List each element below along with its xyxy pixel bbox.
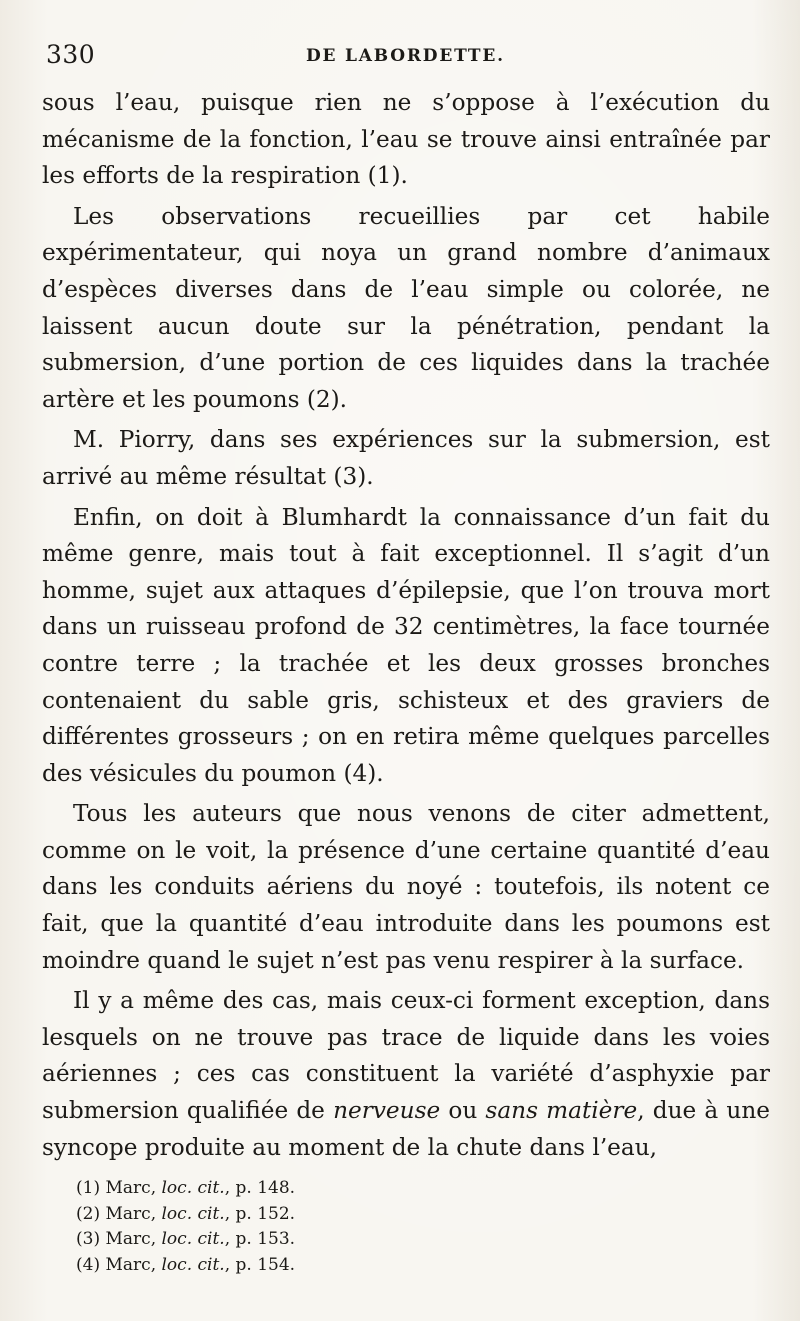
paragraph xyxy=(42,500,770,793)
running-head: DE LABORDETTE. xyxy=(306,46,505,66)
footnote xyxy=(76,1253,576,1279)
footnote-number: (4) xyxy=(76,1254,101,1275)
paragraph-text: , due à une syncope produite au moment de la chute dans l’eau, xyxy=(42,1097,770,1161)
footnotes xyxy=(76,1176,576,1278)
paragraph-text: Il y a même des cas, mais ceux-ci forment exception, dans lesquels on ne trouve pas trace de liquide dans les voies aériennes ; ces cas constituent la variété d’asphyxie par submersion qualifiée de xyxy=(42,987,770,1125)
footnote-page: , p. 148. xyxy=(224,1178,296,1198)
paragraph-text: Enfin, on doit à Blumhardt la connaissance d’un fait du même genre, mais tout à fait exceptionnel. Il s’agit d’un homme, sujet aux attaques d’épilepsie, que l’on trouva mort dans un ruisseau profond de 32 centimètres, la face tournée contre terre ; la trachée et les deux grosses bronches contenaient du sable gris, schisteux et des graviers de différentes grosseurs ; on en retira même quelques parcelles des vésicules du poumon (4). xyxy=(42,503,770,787)
footnote-loc: loc. cit. xyxy=(161,1229,225,1249)
paragraph xyxy=(42,796,770,979)
footnote-author: Marc, xyxy=(105,1178,157,1198)
footnote-number: (1) xyxy=(76,1178,101,1198)
paragraph-text: M. Piorry, dans ses expériences sur la submersion, est arrivé au même résultat (3). xyxy=(42,426,770,490)
footnote-author: Marc, xyxy=(105,1254,157,1275)
footnote-author: Marc, xyxy=(105,1229,157,1249)
footnote-page: , p. 153. xyxy=(224,1229,296,1249)
paragraph xyxy=(42,983,770,1166)
emphasis-text: sans matière xyxy=(485,1097,638,1125)
paragraph xyxy=(42,422,770,495)
paragraph-text: sous l’eau, puisque rien ne s’oppose à l’exécution du mécanisme de la fonction, l’eau se trouve ainsi entraînée par les efforts de la respiration (1). xyxy=(42,89,770,190)
footnote-page: , p. 154. xyxy=(224,1254,296,1275)
paragraph xyxy=(42,85,770,195)
footnote-loc: loc. cit. xyxy=(161,1178,225,1198)
footnote-author: Marc, xyxy=(105,1203,157,1224)
paragraph-text: ou xyxy=(440,1097,486,1125)
page-number: 330 xyxy=(46,40,96,69)
footnote xyxy=(76,1202,576,1228)
body-text xyxy=(42,85,770,1170)
footnote-loc: loc. cit. xyxy=(161,1203,225,1224)
page-header xyxy=(40,38,760,78)
emphasis-text: nerveuse xyxy=(333,1097,441,1125)
footnote-loc: loc. cit. xyxy=(161,1254,225,1275)
footnote xyxy=(76,1176,576,1202)
paragraph-text: Les observations recueillies par cet habile expérimentateur, qui noya un grand nombre d’animaux d’espèces diverses dans de l’eau simple ou colorée, ne laissent aucun doute sur la pénétration, pendant la submersion, d’une portion de ces liquides dans la trachée artère et les poumons (2). xyxy=(42,202,770,413)
paragraph-text: Tous les auteurs que nous venons de citer admettent, comme on le voit, la présence d’une certaine quantité d’eau dans les conduits aériens du noyé : toutefois, ils notent ce fait, que la quantité d’eau introduite dans les poumons est moindre quand le sujet n’est pas venu respirer à la surface. xyxy=(42,800,770,974)
footnote-number: (2) xyxy=(76,1203,101,1224)
footnote-number: (3) xyxy=(76,1229,101,1249)
paragraph xyxy=(42,199,770,419)
footnote-page: , p. 152. xyxy=(224,1203,296,1224)
footnote xyxy=(76,1227,576,1253)
